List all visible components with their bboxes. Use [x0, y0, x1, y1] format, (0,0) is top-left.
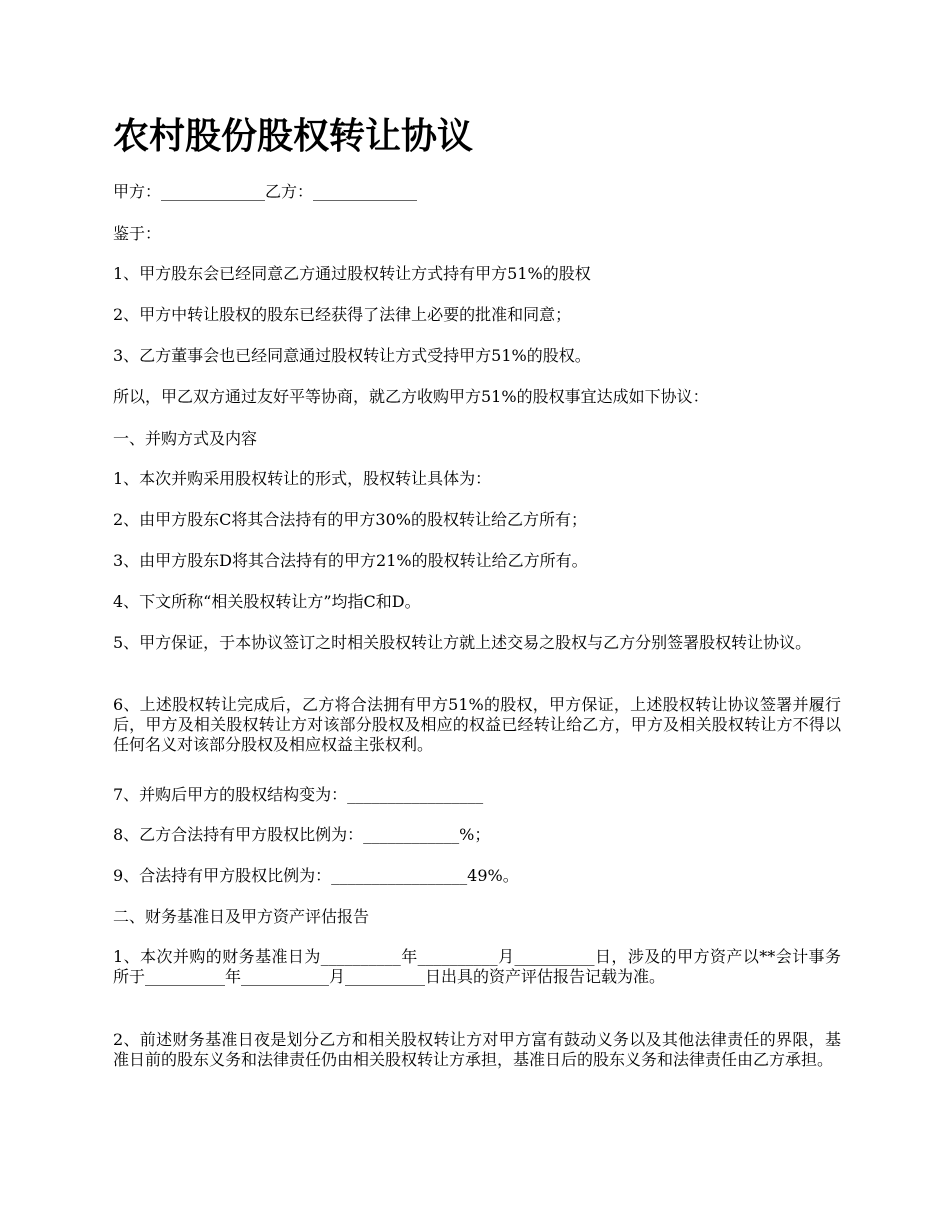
clause-1-6: 6、上述股权转让完成后，乙方将合法拥有甲方51%的股权，甲方保证，上述股权转让协议签署并履行后，甲方及相关股权转让方对该部分股权及相应的权益已经转让给乙方，甲方及相关股权转让方不得以任何名义对该部分股权及相应权益主张权利。	[113, 695, 841, 754]
clause-2-2: 2、前述财务基准日夜是划分乙方和相关股权转让方对甲方富有鼓动义务以及其他法律责任的界限，基准日前的股东义务和法律责任仍由相关股权转让方承担，基准日后的股东义务和法律责任由乙方承担。	[113, 1030, 841, 1069]
section-1-heading: 一、并购方式及内容	[113, 429, 258, 448]
clause-2-1: 1、本次并购的财务基准日为__________年__________月__________日，涉及的甲方资产以**会计事务所于__________年___________月__________日出具的资产评估报告记载为准。	[113, 947, 841, 986]
clause-1-9: 9、合法持有甲方股权比例为：_________________49%。	[113, 866, 519, 885]
section-2-heading: 二、财务基准日及甲方资产评估报告	[113, 907, 370, 926]
whereas-item-1: 1、甲方股东会已经同意乙方通过股权转让方式持有甲方51%的股权	[113, 264, 591, 283]
clause-1-8: 8、乙方合法持有甲方股权比例为：____________%；	[113, 825, 491, 844]
whereas-item-3: 3、乙方董事会也已经同意通过股权转让方式受持甲方51%的股权。	[113, 346, 591, 365]
document-title: 农村股份股权转让协议	[113, 115, 474, 157]
clause-1-4: 4、下文所称“相关股权转让方”均指C和D。	[113, 592, 421, 611]
clause-1-2: 2、由甲方股东C将其合法持有的甲方30%的股权转让给乙方所有；	[113, 510, 587, 529]
agreement-intro: 所以，甲乙双方通过友好平等协商，就乙方收购甲方51%的股权事宜达成如下协议：	[113, 387, 709, 406]
whereas-heading: 鉴于：	[113, 224, 162, 243]
party-line: 甲方：_____________乙方：_____________	[113, 182, 418, 201]
clause-1-3: 3、由甲方股东D将其合法持有的甲方21%的股权转让给乙方所有。	[113, 551, 588, 570]
clause-1-5: 5、甲方保证，于本协议签订之时相关股权转让方就上述交易之股权与乙方分别签署股权转让协议。	[113, 633, 812, 652]
clause-1-7: 7、并购后甲方的股权结构变为：_________________	[113, 785, 484, 804]
whereas-item-2: 2、甲方中转让股权的股东已经获得了法律上必要的批准和同意；	[113, 305, 572, 324]
clause-1-1: 1、本次并购采用股权转让的形式，股权转让具体为：	[113, 469, 492, 488]
